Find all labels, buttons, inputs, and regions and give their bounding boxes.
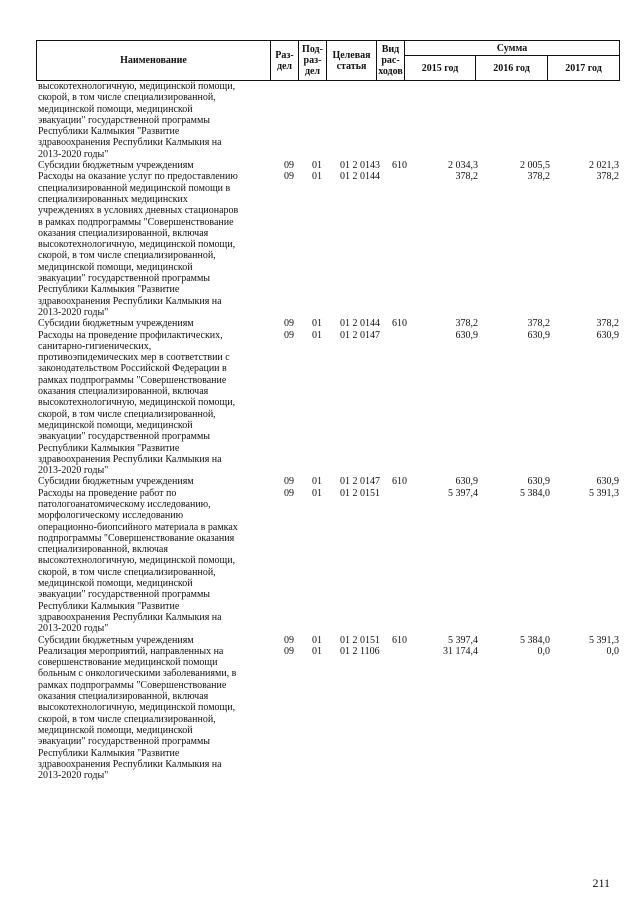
row-name-cell — [36, 488, 268, 635]
row-razdel: 09 — [284, 318, 294, 330]
row-sum-2017: 378,2 — [596, 171, 619, 183]
row-razdel: 09 — [284, 645, 294, 657]
header-razdel: Раз- дел — [271, 41, 299, 81]
row-name: Субсидии бюджетным учреждениям — [38, 318, 194, 330]
row-name-cell — [36, 81, 268, 160]
row-sum-2016: 5 384,0 — [520, 634, 550, 646]
header-year-2016: 2016 год — [476, 56, 548, 81]
row-razdel: 09 — [284, 634, 294, 646]
table-row — [36, 160, 619, 171]
row-name-cell — [36, 635, 268, 646]
header-summa: Сумма — [405, 41, 620, 56]
row-podrazdel: 01 — [312, 160, 322, 172]
row-celevaya-statya: 01 2 0147 — [340, 329, 380, 341]
row-name-cell — [36, 171, 268, 318]
row-podrazdel: 01 — [312, 634, 322, 646]
row-sum-2015: 31 174,4 — [443, 645, 478, 657]
row-sum-2017: 0,0 — [606, 645, 619, 657]
row-sum-2015: 5 397,4 — [448, 487, 478, 499]
row-razdel: 09 — [284, 171, 294, 183]
row-sum-2015: 378,2 — [455, 171, 478, 183]
row-sum-2016: 378,2 — [527, 318, 550, 330]
row-name-cell — [36, 318, 268, 329]
row-celevaya-statya: 01 2 0143 — [340, 160, 380, 172]
row-sum-2015: 2 034,3 — [448, 160, 478, 172]
row-name: Субсидии бюджетным учреждениям — [38, 160, 194, 172]
header-year-2017: 2017 год — [548, 56, 620, 81]
row-sum-2017: 630,9 — [596, 329, 619, 341]
table-row — [36, 330, 619, 477]
row-vid-rashodov: 610 — [392, 160, 407, 172]
table-row — [36, 488, 619, 635]
row-sum-2017: 5 391,3 — [589, 634, 619, 646]
row-sum-2015: 630,9 — [455, 476, 478, 488]
row-sum-2016: 378,2 — [527, 171, 550, 183]
row-podrazdel: 01 — [312, 487, 322, 499]
row-podrazdel: 01 — [312, 329, 322, 341]
row-name: Расходы на проведение профилактических, санитарно-гигиенических, противоэпидемических мер в соответствии с законодательством Российской Федерации в рамках подпрограммы "Совершенствование оказания специализированной, включая высокотехнологичную, медицинской помощи, скорой, в том числе специализированной, медицинской помощи, медицинской эвакуации" государственной программы Республики Калмыкия "Развитие здравоохранения Республики Калмыкия на 2013-2020 годы" — [38, 329, 236, 477]
row-razdel: 09 — [284, 487, 294, 499]
row-vid-rashodov: 610 — [392, 476, 407, 488]
row-sum-2017: 630,9 — [596, 476, 619, 488]
row-razdel: 09 — [284, 329, 294, 341]
table-row — [36, 476, 619, 487]
row-celevaya-statya: 01 2 0144 — [340, 318, 380, 330]
row-vid-rashodov: 610 — [392, 318, 407, 330]
row-podrazdel: 01 — [312, 171, 322, 183]
row-name: Расходы на оказание услуг по предоставлению специализированной медицинской помощи в специализированных медицинских учреждениях в условиях дневных стационаров в рамках подпрограммы "Совершенствование оказания специализированной, включая высокотехнологичную, медицинской помощи, скорой, в том числе специализированной, медицинской помощи, медицинской эвакуации" государственной программы Республики Калмыкия "Развитие здравоохранения Республики Калмыкия на 2013-2020 годы" — [38, 171, 239, 318]
table-row — [36, 318, 619, 329]
header-podrazdel: Под- раз- дел — [299, 41, 327, 81]
page-number: 211 — [592, 876, 610, 890]
row-name-cell — [36, 476, 268, 487]
header-name: Наименование — [37, 41, 271, 81]
row-celevaya-statya: 01 2 1106 — [340, 645, 380, 657]
row-razdel: 09 — [284, 476, 294, 488]
row-name-cell — [36, 160, 268, 171]
header-celevaya-statya: Целевая статья — [327, 41, 377, 81]
row-podrazdel: 01 — [312, 476, 322, 488]
row-sum-2017: 378,2 — [596, 318, 619, 330]
row-name: Реализация мероприятий, направленных на совершенствование медицинской помощи больным с онкологическими заболеваниями, в рамках подпрограммы "Совершенствование оказания специализированной, включая высокотехнологичную, медицинской помощи, скорой, в том числе специализированной, медицинской помощи, медицинской эвакуации" государственной программы Республики Калмыкия "Развитие здравоохранения Республики Калмыкия на 2013-2020 годы" — [38, 645, 237, 782]
header-vid-rashodov: Вид рас- ходов — [377, 41, 405, 81]
row-sum-2016: 2 005,5 — [520, 160, 550, 172]
row-vid-rashodov: 610 — [392, 634, 407, 646]
row-sum-2017: 2 021,3 — [589, 160, 619, 172]
row-name: Субсидии бюджетным учреждениям — [38, 476, 194, 488]
table-row — [36, 646, 619, 782]
row-name: Расходы на проведение работ по патологоанатомическому исследованию, морфологическому исследованию операционно-биопсийного материала в рамках подпрограммы "Совершенствование оказания специализированной, включая высокотехнологичную, медицинской помощи, скорой, в том числе специализированной, медицинской помощи, медицинской эвакуации" государственной программы Республики Калмыкия "Развитие здравоохранения Республики Калмыкия на 2013-2020 годы" — [38, 487, 238, 635]
row-name-cell — [36, 330, 268, 477]
row-razdel: 09 — [284, 160, 294, 172]
row-sum-2017: 5 391,3 — [589, 487, 619, 499]
table-row — [36, 635, 619, 646]
row-sum-2016: 5 384,0 — [520, 487, 550, 499]
row-celevaya-statya: 01 2 0151 — [340, 487, 380, 499]
row-name-cell — [36, 646, 268, 782]
row-sum-2016: 630,9 — [527, 476, 550, 488]
row-sum-2015: 630,9 — [455, 329, 478, 341]
row-podrazdel: 01 — [312, 318, 322, 330]
table-row — [36, 81, 619, 160]
table-header — [36, 40, 620, 81]
row-celevaya-statya: 01 2 0151 — [340, 634, 380, 646]
row-sum-2015: 378,2 — [455, 318, 478, 330]
row-celevaya-statya: 01 2 0147 — [340, 476, 380, 488]
row-sum-2016: 630,9 — [527, 329, 550, 341]
row-celevaya-statya: 01 2 0144 — [340, 171, 380, 183]
table-row — [36, 171, 619, 318]
row-sum-2016: 0,0 — [537, 645, 550, 657]
table-body — [36, 81, 619, 781]
row-podrazdel: 01 — [312, 645, 322, 657]
header-year-2015: 2015 год — [405, 56, 476, 81]
row-name: высокотехнологичную, медицинской помощи, скорой, в том числе специализированной, медицинской помощи, медицинской эвакуации" государственной программы Республики Калмыкия "Развитие здравоохранения Республики Калмыкия на 2013-2020 годы" — [38, 81, 236, 160]
row-name: Субсидии бюджетным учреждениям — [38, 634, 194, 646]
row-sum-2015: 5 397,4 — [448, 634, 478, 646]
